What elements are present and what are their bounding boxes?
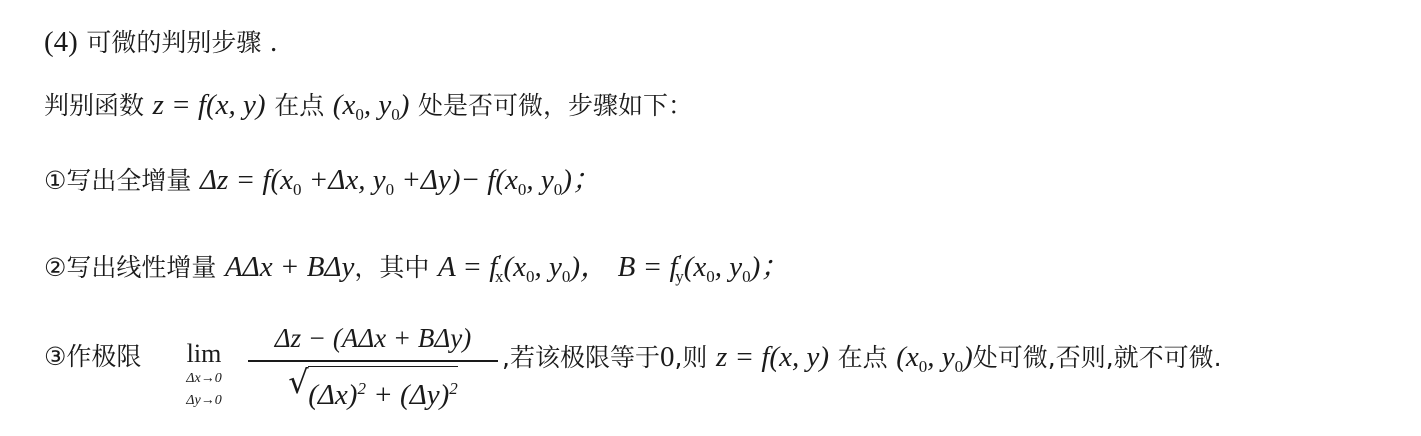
fraction-bar bbox=[248, 360, 498, 362]
intro-function: z = f(x, y) bbox=[152, 89, 266, 121]
step-3-text: 作极限 bbox=[66, 342, 142, 371]
conclusion-function: z = f(x, y) bbox=[716, 341, 829, 373]
intro-line bbox=[44, 88, 693, 132]
limit-fraction bbox=[248, 318, 498, 416]
radicand: $(\Delta x)^2 + (\Delta y)^2$ bbox=[308, 366, 458, 415]
conclusion-point: ($x_0$, $y_0$) bbox=[896, 341, 973, 376]
square-root bbox=[288, 362, 458, 416]
step-1 bbox=[44, 163, 601, 207]
step-2-linear-increment: AΔx + BΔy bbox=[225, 251, 355, 283]
step-3-prefix bbox=[44, 340, 141, 374]
intro-post: 处是否可微，步骤如下： bbox=[417, 91, 693, 120]
limit-sub-y: Δy→0 bbox=[186, 393, 222, 408]
step-2-mid: ，其中 bbox=[354, 253, 430, 282]
fraction-numerator: Δz − (AΔx + BΔy) bbox=[274, 323, 472, 353]
step-2-a-definition: $A = f'_x(x_0$, $y_0$)， bbox=[437, 251, 610, 286]
step-2 bbox=[44, 244, 789, 294]
limit-word: lim bbox=[186, 339, 222, 368]
conclusion-zero: 0 bbox=[659, 341, 675, 373]
step-1-formula: $\Delta z = f(x_0 +\Delta x$, $y_0 +\Delta y)- f(x_0$, $y_0$)； bbox=[200, 164, 601, 199]
limit-sub-x: Δx→0 bbox=[186, 371, 222, 386]
conclusion-b: ,则 bbox=[674, 343, 708, 372]
conclusion-tail: 处可微,否则,就不可微. bbox=[972, 343, 1222, 372]
heading-title: 可微的判别步骤 bbox=[86, 28, 262, 57]
step-2-b-definition: $B = f'_y(x_0$, $y_0$)； bbox=[617, 251, 790, 286]
step-2-marker: ② bbox=[44, 253, 67, 282]
heading-number: (4) bbox=[44, 26, 78, 58]
limit-operator bbox=[174, 340, 234, 412]
step-1-marker: ① bbox=[44, 166, 67, 195]
intro-pre: 判别函数 bbox=[44, 91, 145, 120]
step-3-marker: ③ bbox=[44, 342, 67, 371]
radical-sign: √ bbox=[288, 362, 309, 401]
section-heading bbox=[44, 25, 277, 60]
conclusion-a: ,若该极限等于 bbox=[502, 343, 660, 372]
intro-mid: 在点 bbox=[274, 91, 325, 120]
step-3-conclusion bbox=[502, 340, 1222, 384]
step-3 bbox=[44, 318, 1421, 428]
step-1-text: 写出全增量 bbox=[66, 166, 192, 195]
conclusion-mid: 在点 bbox=[837, 343, 888, 372]
intro-point: ($x_0$, $y_0$) bbox=[332, 89, 410, 124]
fraction-denominator bbox=[248, 362, 498, 416]
heading-end: . bbox=[270, 26, 278, 58]
step-2-text: 写出线性增量 bbox=[66, 253, 217, 282]
